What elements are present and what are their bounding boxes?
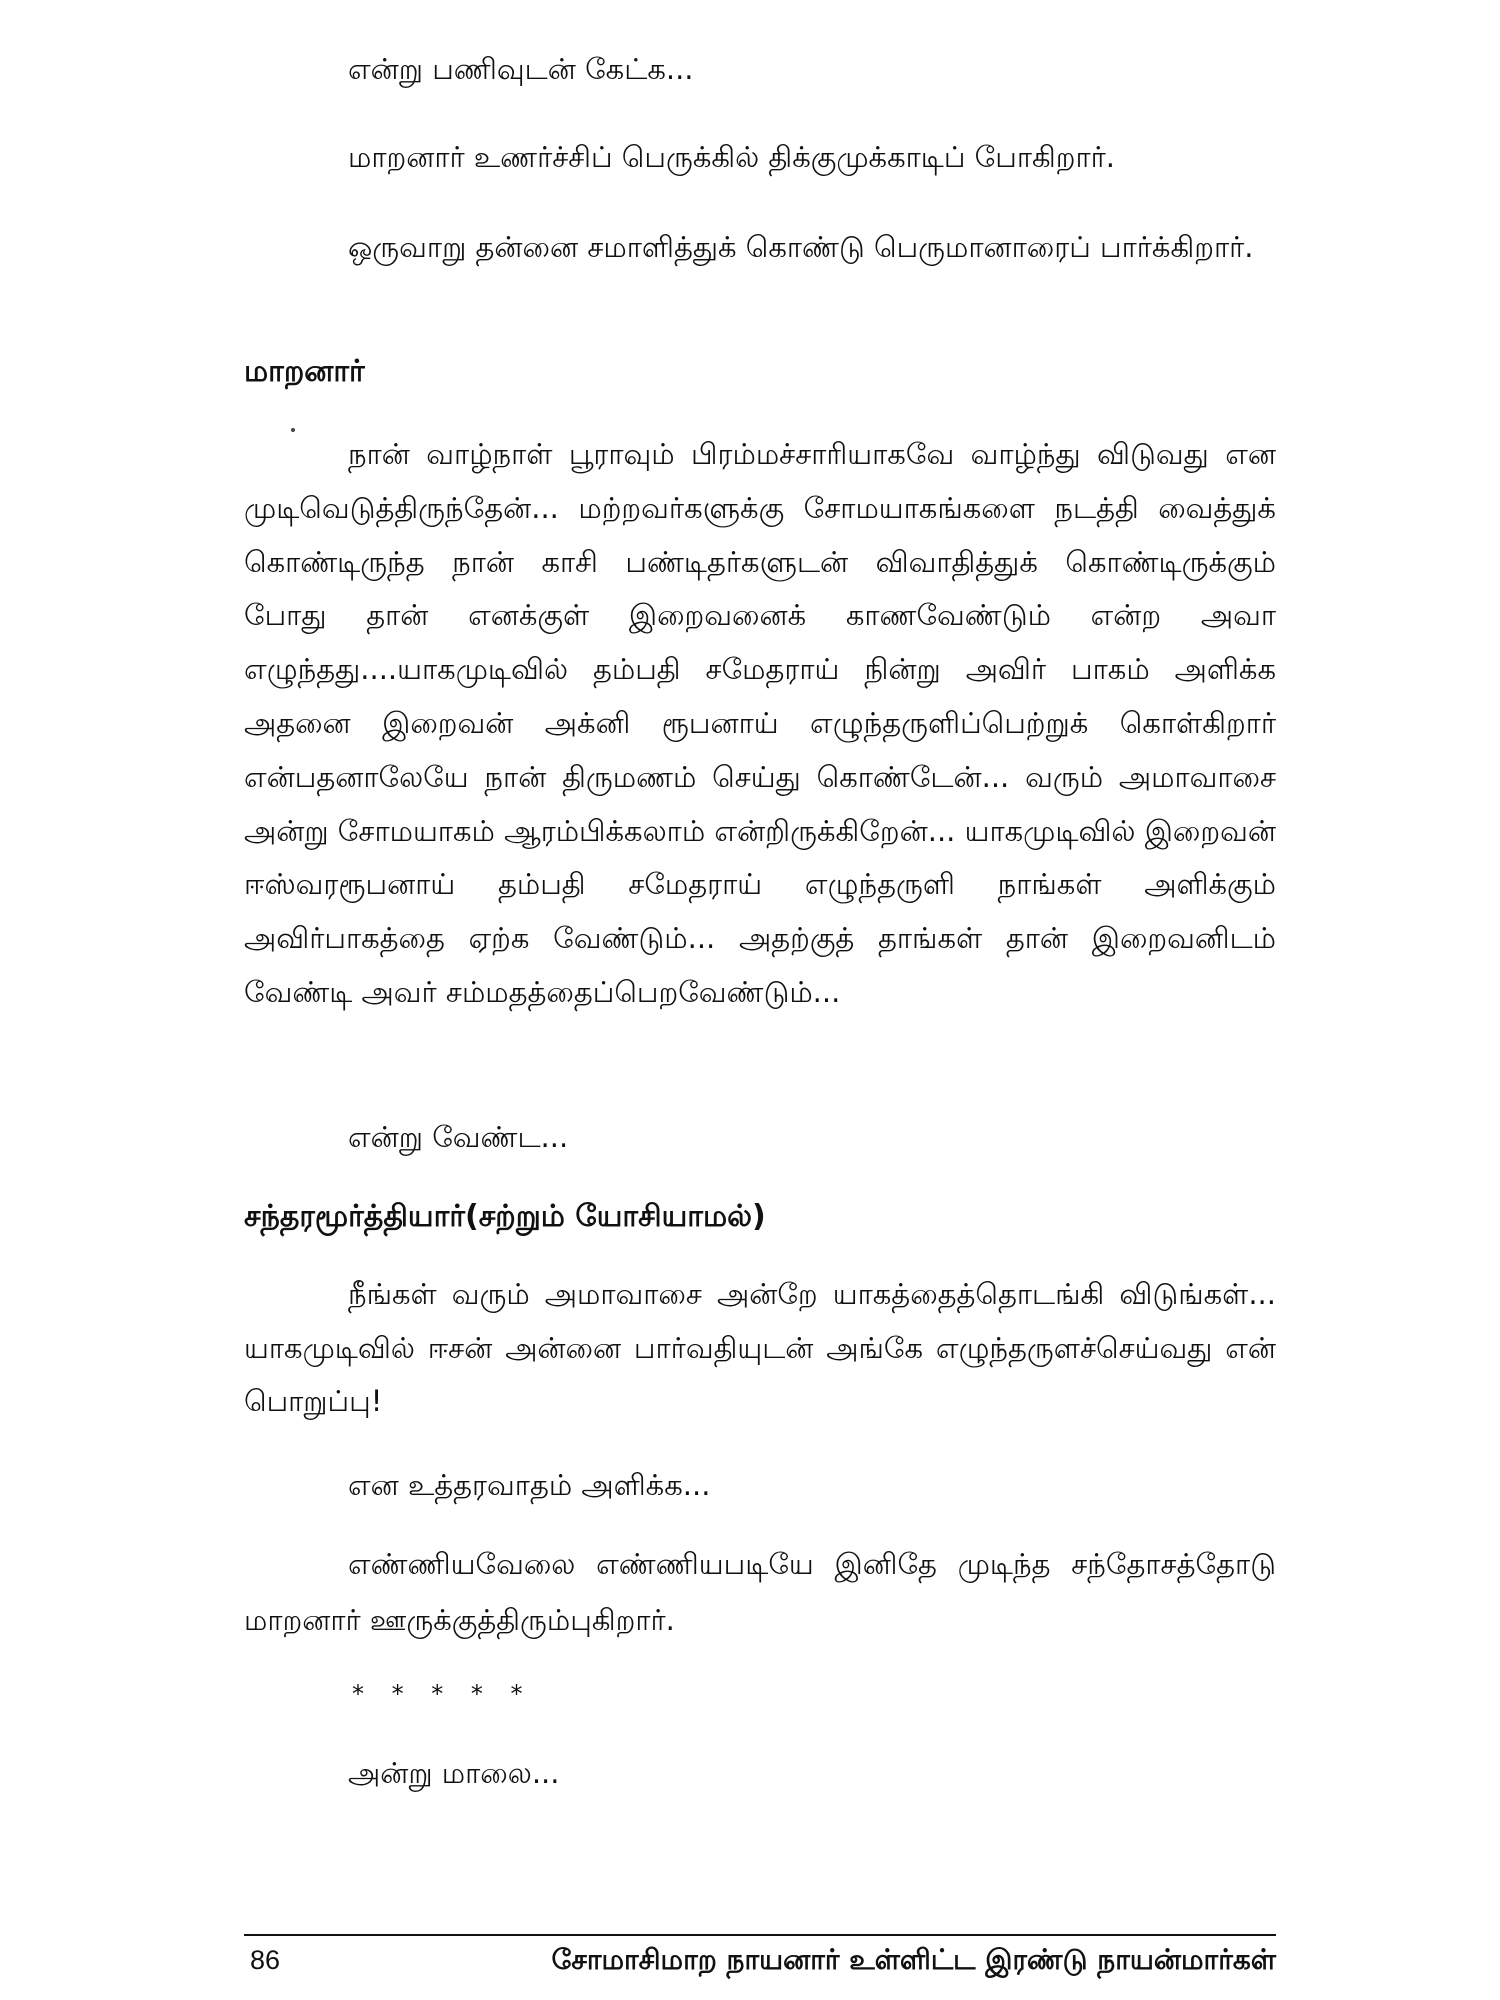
paragraph-request: என்று பணிவுடன் கேட்க... — [348, 52, 694, 86]
paragraph-plea: என்று வேண்ட... — [348, 1120, 569, 1154]
paragraph-sundarar-reply: நீங்கள் வரும் அமாவாசை அன்றே யாகத்தைத்தொடங்கி விடுங்கள்... யாகமுடிவில் ஈசன் அன்னை பார்வதியுடன் அங்கே எழுந்தருளச்செய்வது என் பொறுப்பு! — [244, 1277, 1276, 1418]
footer-divider — [244, 1934, 1276, 1936]
page-number: 86 — [250, 1945, 281, 1975]
paragraph-composure: ஒருவாறு தன்னை சமாளித்துக் கொண்டு பெருமானாரைப் பார்க்கிறார். — [348, 230, 1254, 264]
running-title: சோமாசிமாற நாயனார் உள்ளிட்ட இரண்டு நாயன்மார்கள் — [551, 1943, 1276, 1976]
speaker-heading-sundaramoorthiyar: சந்தரமூர்த்தியார்(சற்றும் யோசியாமல்) — [244, 1199, 766, 1234]
paragraph-emotion: மாறனார் உணர்ச்சிப் பெருக்கில் திக்குமுக்காடிப் போகிறார். — [348, 140, 1116, 174]
paragraph-maranar-speech: நான் வாழ்நாள் பூராவும் பிரம்மச்சாரியாகவே வாழ்ந்து விடுவது என முடிவெடுத்திருந்தேன்... மற்றவர்களுக்கு சோமயாகங்களை நடத்தி வைத்துக் கொண்டிருந்த நான் காசி பண்டிதர்களுடன் விவாதித்துக் கொண்டிருக்கும் போது தான் எனக்குள் இறைவனைக் காணவேண்டும் என்ற அவா எழுந்தது....யாகமுடிவில் தம்பதி சமேதராய் நின்று அவிர் பாகம் அளிக்க அதனை இறைவன் அக்னி ரூபனாய் எழுந்தருளிப்பெற்றுக் கொள்கிறார் என்பதனாலேயே நான் திருமணம் செய்து கொண்டேன்... வரும் அமாவாசை அன்று சோமயாகம் ஆரம்பிக்கலாம் என்றிருக்கிறேன்... யாகமுடிவில் இறைவன் ஈஸ்வரரூபனாய் தம்பதி சமேதராய் எழுந்தருளி நாங்கள் அளிக்கும் அவிர்பாகத்தை ஏற்க வேண்டும்... அதற்குத் தாங்கள் தான் இறைவனிடம் வேண்டி அவர் சம்மதத்தைப்பெறவேண்டும்... — [244, 437, 1276, 1009]
paragraph-assurance: என உத்தரவாதம் அளிக்க... — [348, 1468, 711, 1502]
paragraph-return: எண்ணியவேலை எண்ணியபடியே இனிதே முடிந்த சந்தோசத்தோடு மாறனார் ஊருக்குத்திரும்புகிறார். — [244, 1547, 1276, 1637]
speaker-heading-maranar: மாறனார் — [244, 354, 365, 389]
paragraph-evening: அன்று மாலை... — [348, 1756, 560, 1790]
section-separator: * * * * * — [352, 1680, 533, 1708]
